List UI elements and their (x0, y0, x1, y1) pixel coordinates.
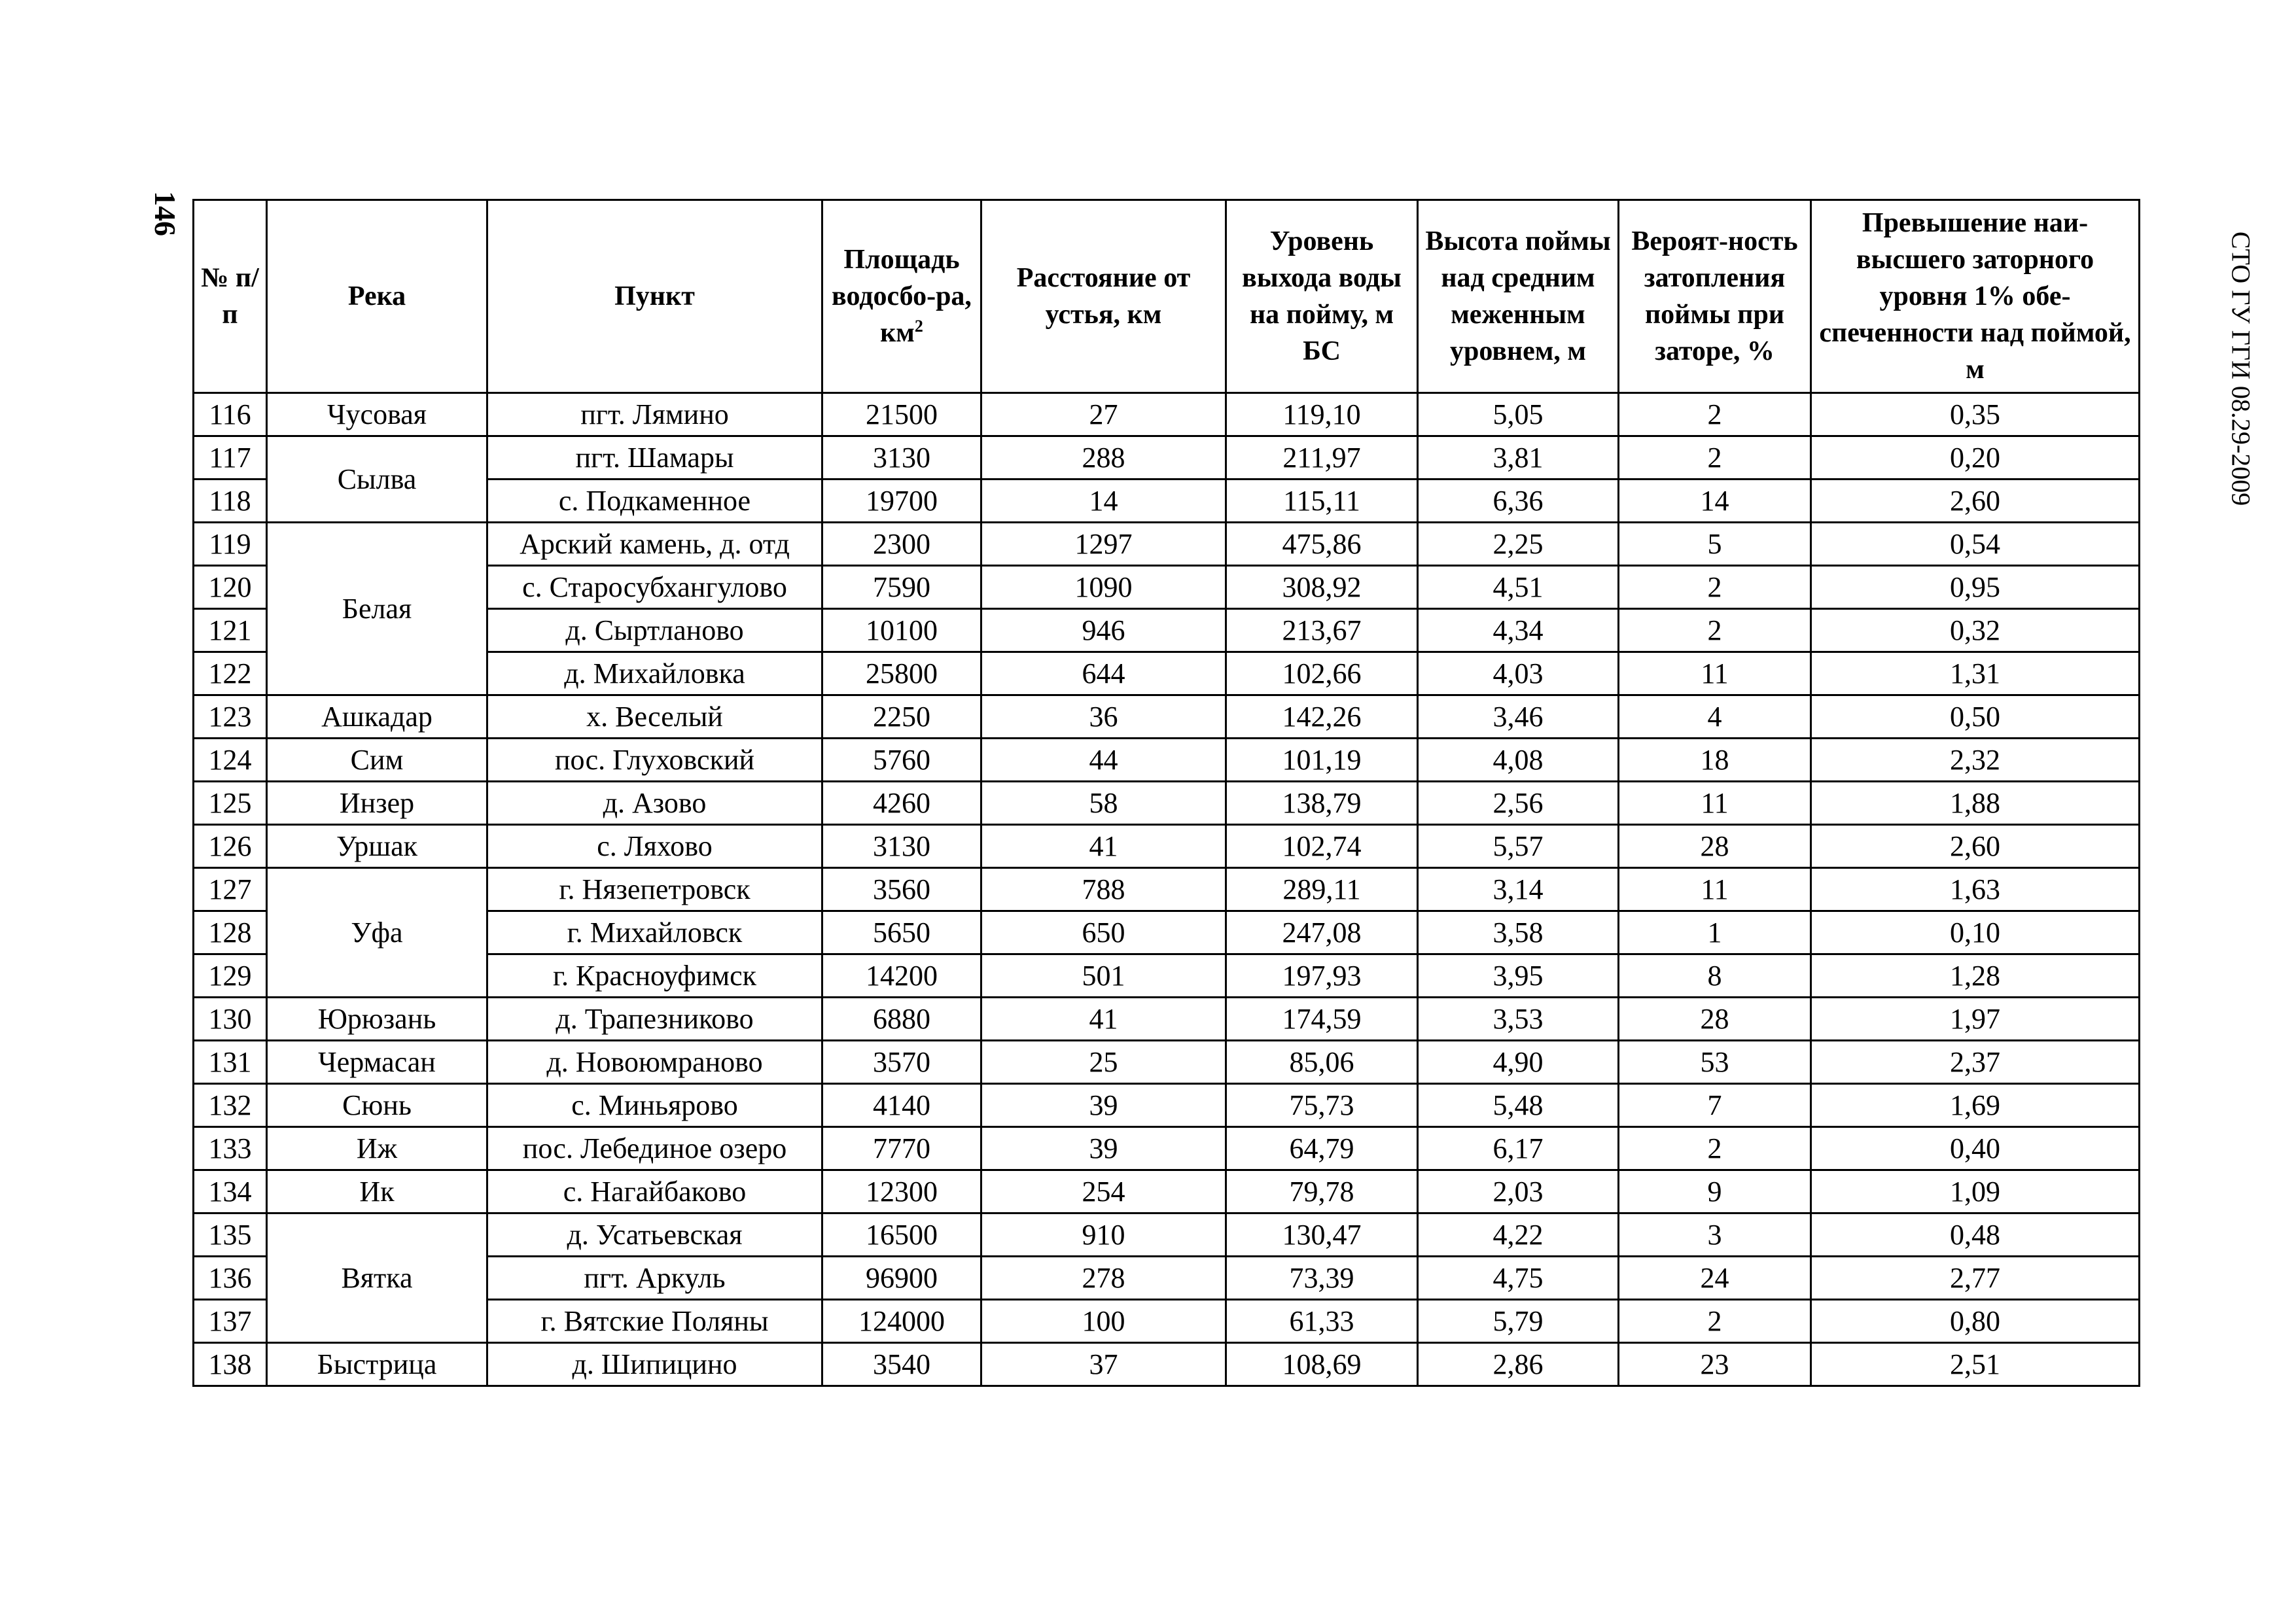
cell-excess: 1,97 (1811, 998, 2140, 1041)
cell-distance: 1090 (981, 566, 1226, 609)
cell-height: 2,25 (1418, 523, 1619, 566)
cell-river: Уфа (267, 868, 487, 998)
cell-probability: 28 (1619, 825, 1811, 868)
cell-area: 7590 (822, 566, 981, 609)
cell-level: 197,93 (1226, 954, 1418, 998)
cell-area: 124000 (822, 1300, 981, 1343)
cell-probability: 11 (1619, 782, 1811, 825)
cell-level: 211,97 (1226, 436, 1418, 480)
cell-area: 10100 (822, 609, 981, 652)
cell-excess: 0,35 (1811, 393, 2140, 436)
cell-level: 73,39 (1226, 1257, 1418, 1300)
table-row (194, 825, 2140, 868)
cell-point: д. Михайловка (487, 652, 822, 695)
cell-excess: 0,80 (1811, 1300, 2140, 1343)
cell-level: 115,11 (1226, 480, 1418, 523)
cell-height: 4,75 (1418, 1257, 1619, 1300)
cell-num: 127 (194, 868, 267, 911)
cell-level: 108,69 (1226, 1343, 1418, 1386)
cell-level: 64,79 (1226, 1127, 1418, 1170)
table-row (194, 998, 2140, 1041)
cell-probability: 11 (1619, 652, 1811, 695)
page-number: 146 (149, 191, 182, 236)
cell-excess: 0,48 (1811, 1213, 2140, 1257)
cell-num: 126 (194, 825, 267, 868)
cell-area: 3570 (822, 1041, 981, 1084)
cell-num: 124 (194, 739, 267, 782)
cell-level: 75,73 (1226, 1084, 1418, 1127)
cell-point: с. Нагайбаково (487, 1170, 822, 1213)
cell-point: д. Новоюмраново (487, 1041, 822, 1084)
header-num: № п/п (194, 200, 267, 393)
cell-height: 4,22 (1418, 1213, 1619, 1257)
cell-river: Чермасан (267, 1041, 487, 1084)
cell-river: Сим (267, 739, 487, 782)
cell-excess: 0,20 (1811, 436, 2140, 480)
cell-level: 101,19 (1226, 739, 1418, 782)
table-row (194, 523, 2140, 566)
cell-area: 21500 (822, 393, 981, 436)
cell-point: пос. Лебединое озеро (487, 1127, 822, 1170)
cell-height: 2,56 (1418, 782, 1619, 825)
cell-river: Инзер (267, 782, 487, 825)
cell-point: д. Трапезниково (487, 998, 822, 1041)
cell-height: 6,36 (1418, 480, 1619, 523)
cell-probability: 53 (1619, 1041, 1811, 1084)
cell-height: 4,03 (1418, 652, 1619, 695)
cell-excess: 0,50 (1811, 695, 2140, 739)
header-distance: Расстояние от устья, км (981, 200, 1226, 393)
cell-distance: 39 (981, 1084, 1226, 1127)
cell-probability: 2 (1619, 566, 1811, 609)
cell-excess: 0,95 (1811, 566, 2140, 609)
cell-level: 130,47 (1226, 1213, 1418, 1257)
cell-probability: 5 (1619, 523, 1811, 566)
cell-excess: 2,77 (1811, 1257, 2140, 1300)
cell-num: 118 (194, 480, 267, 523)
cell-area: 12300 (822, 1170, 981, 1213)
cell-area: 2250 (822, 695, 981, 739)
cell-num: 116 (194, 393, 267, 436)
cell-distance: 254 (981, 1170, 1226, 1213)
cell-point: с. Ляхово (487, 825, 822, 868)
cell-excess: 1,88 (1811, 782, 2140, 825)
cell-height: 3,95 (1418, 954, 1619, 998)
cell-excess: 1,31 (1811, 652, 2140, 695)
cell-num: 128 (194, 911, 267, 954)
cell-num: 135 (194, 1213, 267, 1257)
cell-num: 119 (194, 523, 267, 566)
cell-height: 4,90 (1418, 1041, 1619, 1084)
header-area-text: Площадь водосбо-ра, км (832, 245, 972, 348)
cell-probability: 2 (1619, 393, 1811, 436)
cell-distance: 41 (981, 998, 1226, 1041)
cell-distance: 788 (981, 868, 1226, 911)
cell-height: 4,34 (1418, 609, 1619, 652)
cell-point: с. Подкаменное (487, 480, 822, 523)
cell-height: 4,08 (1418, 739, 1619, 782)
cell-num: 130 (194, 998, 267, 1041)
cell-area: 3540 (822, 1343, 981, 1386)
cell-area: 25800 (822, 652, 981, 695)
cell-distance: 650 (981, 911, 1226, 954)
cell-level: 79,78 (1226, 1170, 1418, 1213)
cell-distance: 27 (981, 393, 1226, 436)
cell-probability: 8 (1619, 954, 1811, 998)
cell-point: с. Старосубхангулово (487, 566, 822, 609)
table-row (194, 1343, 2140, 1386)
cell-river: Иж (267, 1127, 487, 1170)
cell-point: г. Красноуфимск (487, 954, 822, 998)
table-header-row (194, 200, 2140, 393)
cell-num: 137 (194, 1300, 267, 1343)
cell-area: 14200 (822, 954, 981, 998)
cell-probability: 7 (1619, 1084, 1811, 1127)
cell-probability: 28 (1619, 998, 1811, 1041)
cell-distance: 100 (981, 1300, 1226, 1343)
cell-height: 2,86 (1418, 1343, 1619, 1386)
cell-height: 3,46 (1418, 695, 1619, 739)
header-level: Уровень выхода воды на пойму, м БС (1226, 200, 1418, 393)
cell-probability: 18 (1619, 739, 1811, 782)
cell-distance: 946 (981, 609, 1226, 652)
cell-height: 3,14 (1418, 868, 1619, 911)
cell-level: 142,26 (1226, 695, 1418, 739)
cell-height: 2,03 (1418, 1170, 1619, 1213)
cell-level: 61,33 (1226, 1300, 1418, 1343)
cell-distance: 1297 (981, 523, 1226, 566)
cell-river: Ашкадар (267, 695, 487, 739)
cell-excess: 0,32 (1811, 609, 2140, 652)
cell-point: г. Михайловск (487, 911, 822, 954)
cell-distance: 25 (981, 1041, 1226, 1084)
cell-distance: 501 (981, 954, 1226, 998)
cell-distance: 278 (981, 1257, 1226, 1300)
header-river: Река (267, 200, 487, 393)
document-code: СТО ГУ ГГИ 08.29-2009 (2226, 231, 2256, 506)
cell-probability: 2 (1619, 1300, 1811, 1343)
cell-num: 132 (194, 1084, 267, 1127)
cell-num: 138 (194, 1343, 267, 1386)
cell-excess: 2,60 (1811, 825, 2140, 868)
cell-distance: 44 (981, 739, 1226, 782)
cell-excess: 1,28 (1811, 954, 2140, 998)
cell-area: 16500 (822, 1213, 981, 1257)
cell-point: пос. Глуховский (487, 739, 822, 782)
cell-num: 123 (194, 695, 267, 739)
table-row (194, 695, 2140, 739)
cell-probability: 4 (1619, 695, 1811, 739)
cell-level: 174,59 (1226, 998, 1418, 1041)
table-row (194, 868, 2140, 911)
cell-level: 138,79 (1226, 782, 1418, 825)
cell-point: д. Сыртланово (487, 609, 822, 652)
table-row (194, 1084, 2140, 1127)
cell-point: Арский камень, д. отд (487, 523, 822, 566)
cell-area: 5760 (822, 739, 981, 782)
cell-num: 133 (194, 1127, 267, 1170)
cell-area: 2300 (822, 523, 981, 566)
cell-level: 213,67 (1226, 609, 1418, 652)
cell-num: 136 (194, 1257, 267, 1300)
cell-point: д. Азово (487, 782, 822, 825)
table-body (194, 393, 2140, 1386)
header-height: Высота поймы над средним меженным уровнем, м (1418, 200, 1619, 393)
cell-distance: 644 (981, 652, 1226, 695)
cell-probability: 3 (1619, 1213, 1811, 1257)
cell-area: 3130 (822, 825, 981, 868)
cell-area: 7770 (822, 1127, 981, 1170)
cell-num: 131 (194, 1041, 267, 1084)
cell-level: 475,86 (1226, 523, 1418, 566)
cell-point: пгт. Лямино (487, 393, 822, 436)
cell-probability: 14 (1619, 480, 1811, 523)
cell-area: 3130 (822, 436, 981, 480)
cell-num: 120 (194, 566, 267, 609)
cell-probability: 9 (1619, 1170, 1811, 1213)
river-flood-table (192, 199, 2140, 1387)
cell-num: 125 (194, 782, 267, 825)
cell-level: 247,08 (1226, 911, 1418, 954)
cell-point: х. Веселый (487, 695, 822, 739)
cell-point: г. Вятские Поляны (487, 1300, 822, 1343)
cell-excess: 2,37 (1811, 1041, 2140, 1084)
cell-excess: 1,09 (1811, 1170, 2140, 1213)
cell-level: 102,74 (1226, 825, 1418, 868)
cell-height: 3,81 (1418, 436, 1619, 480)
cell-level: 119,10 (1226, 393, 1418, 436)
cell-probability: 23 (1619, 1343, 1811, 1386)
cell-probability: 1 (1619, 911, 1811, 954)
cell-river: Быстрица (267, 1343, 487, 1386)
cell-probability: 24 (1619, 1257, 1811, 1300)
cell-river: Ик (267, 1170, 487, 1213)
cell-area: 96900 (822, 1257, 981, 1300)
cell-area: 5650 (822, 911, 981, 954)
cell-height: 5,05 (1418, 393, 1619, 436)
header-area-sup: 2 (914, 317, 923, 336)
cell-probability: 11 (1619, 868, 1811, 911)
cell-level: 85,06 (1226, 1041, 1418, 1084)
cell-level: 289,11 (1226, 868, 1418, 911)
cell-excess: 1,63 (1811, 868, 2140, 911)
cell-height: 5,48 (1418, 1084, 1619, 1127)
cell-num: 121 (194, 609, 267, 652)
cell-num: 117 (194, 436, 267, 480)
header-point: Пункт (487, 200, 822, 393)
cell-area: 19700 (822, 480, 981, 523)
table-row (194, 1213, 2140, 1257)
cell-num: 122 (194, 652, 267, 695)
cell-excess: 1,69 (1811, 1084, 2140, 1127)
cell-point: г. Нязепетровск (487, 868, 822, 911)
cell-point: с. Миньярово (487, 1084, 822, 1127)
cell-height: 5,57 (1418, 825, 1619, 868)
cell-num: 134 (194, 1170, 267, 1213)
cell-river: Сылва (267, 436, 487, 523)
cell-level: 308,92 (1226, 566, 1418, 609)
cell-excess: 0,54 (1811, 523, 2140, 566)
cell-excess: 2,32 (1811, 739, 2140, 782)
cell-river: Вятка (267, 1213, 487, 1343)
cell-distance: 37 (981, 1343, 1226, 1386)
cell-area: 4260 (822, 782, 981, 825)
table-row (194, 739, 2140, 782)
cell-excess: 0,10 (1811, 911, 2140, 954)
cell-river: Юрюзань (267, 998, 487, 1041)
table-row (194, 393, 2140, 436)
header-excess: Превышение наи-высшего заторного уровня 1% обе-спеченности над поймой, м (1811, 200, 2140, 393)
cell-height: 5,79 (1418, 1300, 1619, 1343)
cell-point: д. Шипицино (487, 1343, 822, 1386)
header-probability: Вероят-ность затопления поймы при заторе, % (1619, 200, 1811, 393)
cell-height: 3,53 (1418, 998, 1619, 1041)
cell-excess: 0,40 (1811, 1127, 2140, 1170)
cell-river: Уршак (267, 825, 487, 868)
cell-level: 102,66 (1226, 652, 1418, 695)
cell-height: 6,17 (1418, 1127, 1619, 1170)
table-row (194, 436, 2140, 480)
cell-river: Белая (267, 523, 487, 695)
cell-excess: 2,60 (1811, 480, 2140, 523)
cell-distance: 36 (981, 695, 1226, 739)
cell-num: 129 (194, 954, 267, 998)
cell-height: 4,51 (1418, 566, 1619, 609)
cell-point: пгт. Шамары (487, 436, 822, 480)
cell-excess: 2,51 (1811, 1343, 2140, 1386)
table-row (194, 1041, 2140, 1084)
cell-probability: 2 (1619, 436, 1811, 480)
cell-area: 4140 (822, 1084, 981, 1127)
cell-probability: 2 (1619, 1127, 1811, 1170)
cell-distance: 14 (981, 480, 1226, 523)
cell-river: Чусовая (267, 393, 487, 436)
cell-distance: 41 (981, 825, 1226, 868)
header-area (822, 200, 981, 393)
cell-distance: 39 (981, 1127, 1226, 1170)
cell-distance: 910 (981, 1213, 1226, 1257)
cell-area: 3560 (822, 868, 981, 911)
table-row (194, 782, 2140, 825)
cell-point: пгт. Аркуль (487, 1257, 822, 1300)
table-row (194, 1170, 2140, 1213)
cell-distance: 58 (981, 782, 1226, 825)
cell-height: 3,58 (1418, 911, 1619, 954)
table-row (194, 1127, 2140, 1170)
cell-point: д. Усатьевская (487, 1213, 822, 1257)
cell-river: Сюнь (267, 1084, 487, 1127)
cell-probability: 2 (1619, 609, 1811, 652)
cell-distance: 288 (981, 436, 1226, 480)
cell-area: 6880 (822, 998, 981, 1041)
